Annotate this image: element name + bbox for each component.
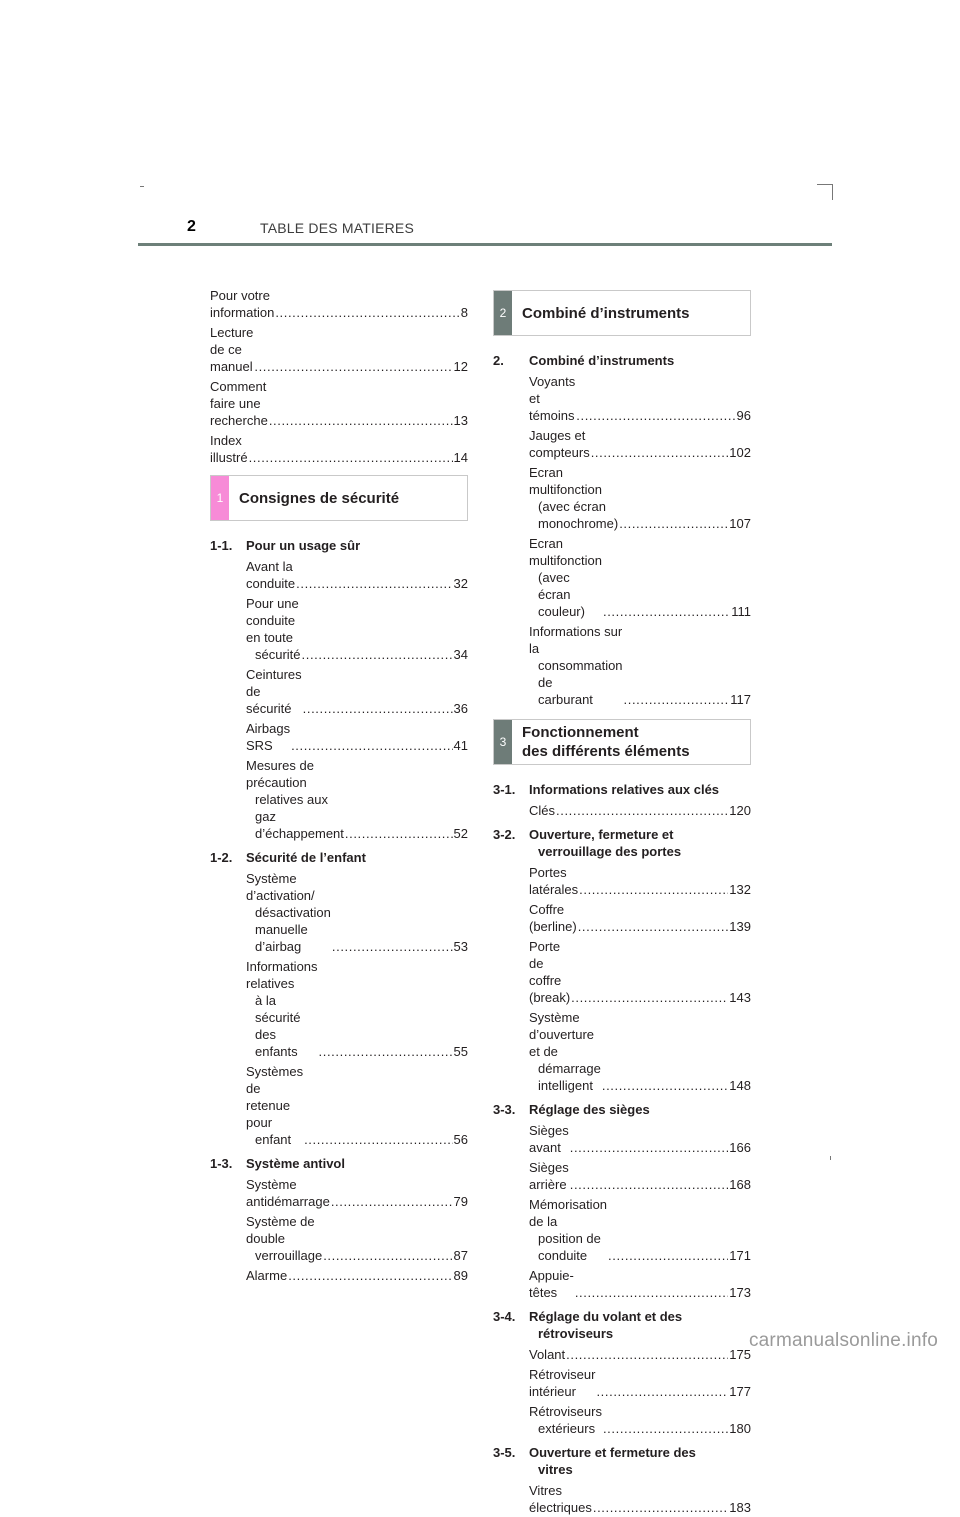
toc-entry[interactable]: Sièges arrière ..... 168 — [493, 1157, 751, 1194]
toc-entry[interactable]: Ecran multifonction (avec écran couleur) ..... 111 — [493, 533, 751, 621]
toc-entry[interactable]: Porte de coffre (break) ..... 143 — [493, 936, 751, 1007]
toc-entry[interactable]: Système d’ouverture et de démarrage intelligent ..... 148 — [493, 1007, 751, 1095]
chapter-title: Consignes de sécurité — [239, 489, 400, 507]
section-heading[interactable]: 1-1. Pour un usage sûr — [210, 538, 361, 553]
section-items — [493, 1120, 751, 1302]
toc-entry[interactable]: Comment faire une recherche ..... 13 — [210, 376, 468, 430]
toc-entry[interactable]: Jauges et compteurs ..... 102 — [493, 425, 751, 462]
crop-mark-bottom-right — [830, 1156, 831, 1160]
toc-entry[interactable]: Coffre (berline) ..... 139 — [493, 899, 751, 936]
chapter-title: Fonctionnement des différents éléments — [522, 724, 690, 760]
section-items — [210, 1174, 468, 1285]
toc-entry[interactable]: Système d’activation/ désactivation manuelle d’airbag ..... 53 — [210, 868, 468, 956]
toc-entry[interactable]: Sièges avant ..... 166 — [493, 1120, 751, 1157]
toc-entry[interactable]: Volant ..... 175 — [493, 1344, 751, 1364]
toc-entry[interactable]: Alarme ..... 89 — [210, 1265, 468, 1285]
page-number: 2 — [187, 218, 196, 235]
chapter-3-heading[interactable] — [493, 719, 751, 765]
toc-entry[interactable]: Informations relatives à la sécurité des enfants ..... 55 — [210, 956, 468, 1061]
section-items — [493, 800, 751, 820]
chapter-tab: 2 — [494, 291, 512, 335]
header-rule — [138, 243, 832, 246]
chapter-title: Combiné d’instruments — [522, 304, 690, 322]
toc-entry[interactable]: Ecran multifonction (avec écran monochrome) ..... 107 — [493, 462, 751, 533]
toc-entry[interactable]: Voyants et témoins ..... 96 — [493, 371, 751, 425]
toc-entry[interactable]: Index illustré ..... 14 — [210, 430, 468, 467]
toc-entry[interactable]: Système de double verrouillage ..... 87 — [210, 1211, 468, 1265]
header-title: TABLE DES MATIERES — [260, 220, 415, 236]
chapter-1-heading[interactable] — [210, 475, 468, 521]
chapter-2-heading[interactable] — [493, 290, 751, 336]
toc-entry[interactable]: Systèmes de retenue pour enfant ..... 56 — [210, 1061, 468, 1149]
toc-entry[interactable]: Pour votre information ..... 8 — [210, 285, 468, 322]
section-items — [210, 556, 468, 843]
toc-right-column — [493, 290, 751, 1517]
toc-entry[interactable]: Mémorisation de la position de conduite ..... 171 — [493, 1194, 751, 1265]
section-heading[interactable]: 1-3. Système antivol — [210, 1156, 345, 1171]
section-heading[interactable]: 3-4. Réglage du volant et des rétroviseurs — [493, 1309, 683, 1341]
page-header — [138, 214, 832, 248]
toc-entry[interactable]: Mesures de précaution relatives aux gaz d’échappement ..... 52 — [210, 755, 468, 843]
toc-entry[interactable]: Rétroviseur intérieur ..... 177 — [493, 1364, 751, 1401]
toc-entry[interactable]: Lecture de ce manuel ..... 12 — [210, 322, 468, 376]
toc-entry[interactable]: Ceintures de sécurité ..... 36 — [210, 664, 468, 718]
toc-entry[interactable]: Appuie-têtes ..... 173 — [493, 1265, 751, 1302]
toc-entry[interactable]: Airbags SRS ..... 41 — [210, 718, 468, 755]
section-items — [493, 371, 751, 709]
chapter-tab: 1 — [211, 476, 229, 520]
toc-entry[interactable]: Portes latérales ..... 132 — [493, 862, 751, 899]
toc-entry[interactable]: Informations sur la consommation de carburant ..... 117 — [493, 621, 751, 709]
toc-entry[interactable]: Pour une conduite en toute sécurité ..... 34 — [210, 593, 468, 664]
section-heading[interactable]: 3-3. Réglage des sièges — [493, 1102, 650, 1117]
toc-entry[interactable]: Clés ..... 120 — [493, 800, 751, 820]
crop-mark-top-right — [817, 184, 833, 185]
crop-mark-top-left — [140, 186, 144, 187]
watermark: carmanualsonline.info — [748, 1330, 938, 1351]
section-heading[interactable]: 3-1. Informations relatives aux clés — [493, 782, 720, 797]
section-heading[interactable]: 3-5. Ouverture et fermeture des vitres — [493, 1445, 696, 1477]
section-heading[interactable]: 3-2. Ouverture, fermeture et verrouillage des portes — [493, 827, 682, 859]
intro-list — [210, 285, 468, 467]
section-heading[interactable]: 2. Combiné d’instruments — [493, 353, 675, 368]
toc-entry[interactable]: Vitres électriques ..... 183 — [493, 1480, 751, 1517]
chapter-tab: 3 — [494, 720, 512, 764]
section-items — [493, 862, 751, 1095]
section-items — [210, 868, 468, 1149]
crop-mark-top-right-vertical — [832, 184, 833, 200]
toc-entry[interactable]: Rétroviseurs extérieurs ..... 180 — [493, 1401, 751, 1438]
section-items — [493, 1480, 751, 1517]
section-items — [493, 1344, 751, 1438]
toc-left-column — [210, 285, 468, 1285]
toc-entry[interactable]: Système antidémarrage ..... 79 — [210, 1174, 468, 1211]
toc-entry[interactable]: Avant la conduite ..... 32 — [210, 556, 468, 593]
section-heading[interactable]: 1-2. Sécurité de l’enfant — [210, 850, 366, 865]
